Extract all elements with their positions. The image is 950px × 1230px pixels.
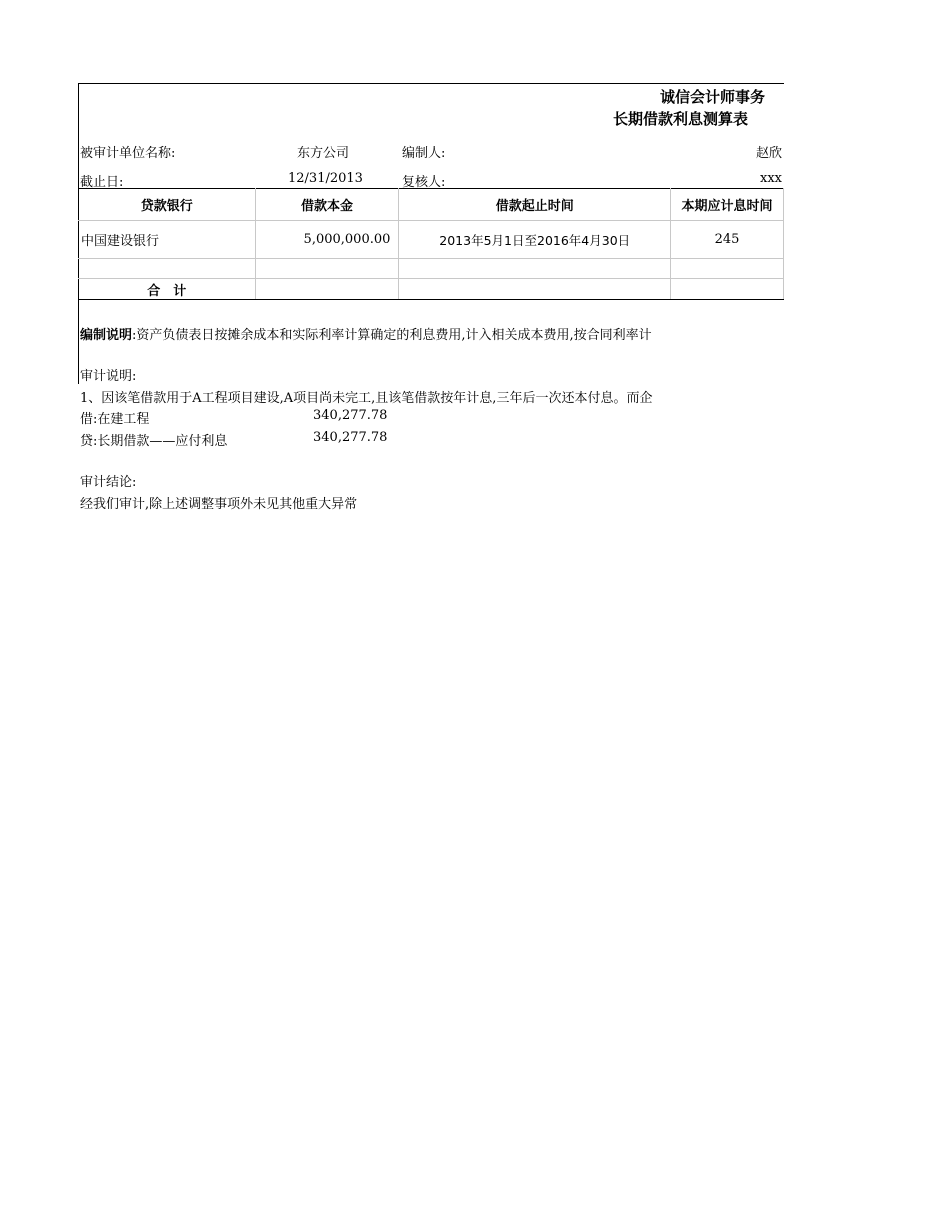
date-label: 截止日: (80, 175, 124, 190)
compile-label: 编制说明 (80, 328, 133, 342)
credit-label: 贷:长期借款——应付利息 (80, 434, 228, 448)
cell-empty[interactable] (79, 259, 256, 279)
interest-table (78, 188, 784, 300)
cell-bank[interactable]: 中国建设银行 (79, 221, 256, 259)
table-row (79, 221, 784, 259)
compile-note (80, 324, 784, 342)
col-header-period: 借款起止时间 (399, 189, 671, 221)
col-header-principal: 借款本金 (255, 189, 399, 221)
conclusion-label: 审计结论: (80, 475, 137, 490)
cell-empty[interactable] (399, 259, 671, 279)
table-header-row (79, 189, 784, 221)
entity-value: 东方公司 (297, 146, 350, 161)
debit-label-clip (80, 408, 256, 426)
table-total-row (79, 279, 784, 300)
compile-text: :资产负债表日按摊余成本和实际利率计算确定的利息费用,计入相关成本费用,按合同利率计 (132, 328, 652, 342)
sheet-title-clip (560, 106, 784, 130)
total-label: 合 计 (79, 279, 256, 300)
cell-period[interactable]: 2013年5月1日至2016年4月30日 (399, 221, 671, 259)
interest-table-clip (78, 188, 784, 302)
preparer-label: 编制人: (402, 146, 446, 161)
date-value: 12/31/2013 (288, 171, 363, 186)
total-principal[interactable] (255, 279, 399, 300)
credit-value: 340,277.78 (313, 430, 388, 445)
audit-item1: 1、因该笔借款用于A工程项目建设,A项目尚未完工,且该笔借款按年计息,三年后一次还本付息。而企 (80, 391, 653, 405)
debit-label: 借:在建工程 (80, 412, 150, 426)
cell-principal[interactable]: 5,000,000.00 (255, 221, 399, 259)
reviewer-value: xxx (760, 171, 782, 186)
audit-label: 审计说明: (80, 369, 137, 384)
cell-days[interactable]: 245 (671, 221, 784, 259)
credit-label-clip (80, 430, 256, 448)
preparer-value: 赵欣 (756, 146, 783, 160)
col-header-bank: 贷款银行 (79, 189, 256, 221)
conclusion-text: 经我们审计,除上述调整事项外未见其他重大异常 (80, 497, 358, 512)
sheet-title: 长期借款利息测算表 (613, 110, 749, 128)
firm-title: 诚信会计师事务 (660, 88, 766, 106)
table-row-empty (79, 259, 784, 279)
entity-label: 被审计单位名称: (80, 146, 176, 161)
cell-empty[interactable] (671, 259, 784, 279)
total-period[interactable] (399, 279, 671, 300)
col-header-days: 本期应计息时间 (671, 189, 784, 221)
total-days[interactable] (671, 279, 784, 300)
cell-empty[interactable] (255, 259, 399, 279)
reviewer-label: 复核人: (402, 175, 446, 190)
preparer-value-clip (700, 142, 784, 160)
audit-item1-clip (80, 387, 784, 405)
debit-value: 340,277.78 (313, 408, 388, 423)
firm-title-clip (560, 84, 784, 108)
